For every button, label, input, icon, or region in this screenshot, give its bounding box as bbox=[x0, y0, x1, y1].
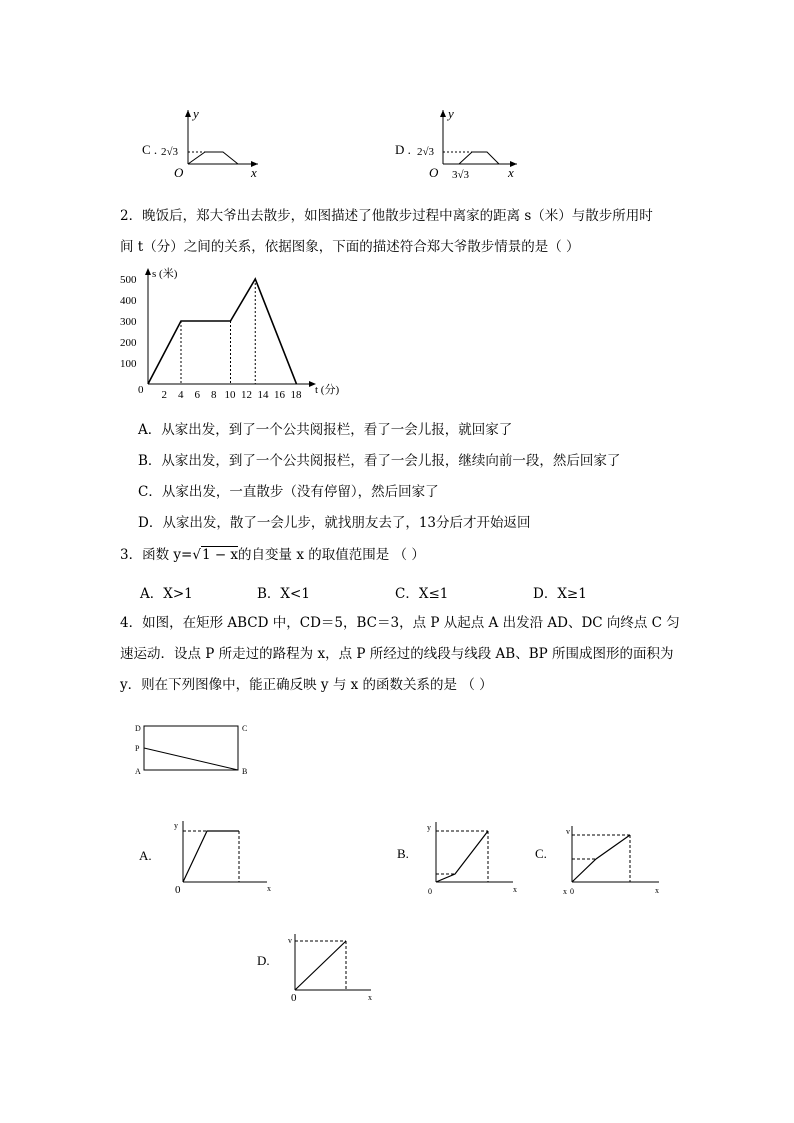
vertex-a: A bbox=[135, 767, 141, 776]
vertex-d: D bbox=[135, 724, 141, 733]
option-d-graph bbox=[395, 100, 545, 185]
x-tick-label: 6 bbox=[194, 389, 200, 401]
option-c-graph bbox=[130, 100, 280, 185]
choice-a-label: A. bbox=[139, 848, 152, 863]
x-tick-label: 2 bbox=[161, 389, 167, 401]
rectangle-abcd-figure bbox=[130, 718, 260, 780]
x-tick-label: 18 bbox=[290, 389, 302, 401]
svg-text:0: 0 bbox=[291, 992, 297, 1004]
vertex-c: C bbox=[242, 724, 248, 733]
x-tick-label: 10 bbox=[224, 389, 236, 401]
svg-text:0: 0 bbox=[428, 887, 432, 896]
svg-text:x: x bbox=[251, 165, 257, 180]
x-tick-label: 12 bbox=[241, 389, 252, 401]
q2-distance-time-graph bbox=[112, 262, 362, 407]
q3-option-a[interactable]: A．X>1 bbox=[140, 586, 193, 602]
svg-text:0: 0 bbox=[175, 884, 181, 895]
x-tick-label: 8 bbox=[211, 389, 217, 401]
svg-text:x: x bbox=[267, 884, 271, 893]
q4-choice-b-graph[interactable] bbox=[393, 818, 523, 898]
q2-option-c[interactable]: C．从家出发，一直散步（没有停留），然后回家了 bbox=[138, 484, 439, 500]
svg-text:2√3: 2√3 bbox=[161, 146, 179, 158]
y-tick-label: 100 bbox=[120, 358, 137, 370]
q4-line-1: 4．如图，在矩形 ABCD 中，CD＝5，BC＝3，点 P 从起点 A 出发沿 AD、DC 向终点 C 匀 bbox=[120, 615, 680, 631]
svg-text:y: y bbox=[427, 823, 431, 832]
q3-radicand: 1 − x bbox=[201, 547, 239, 563]
sqrt-sign: √ bbox=[192, 547, 201, 563]
choice-d-label: D. bbox=[257, 953, 270, 968]
q3-option-d[interactable]: D．X≥1 bbox=[533, 586, 587, 602]
svg-text:x: x bbox=[563, 887, 567, 896]
origin-label: 0 bbox=[138, 384, 144, 396]
q2-option-b[interactable]: B．从家出发，到了一个公共阅报栏，看了一会儿报，继续向前一段，然后回家了 bbox=[138, 453, 621, 469]
choice-b-label: B. bbox=[397, 846, 409, 861]
q4-choice-c-graph[interactable] bbox=[533, 822, 668, 900]
option-d-label: D . bbox=[395, 142, 411, 157]
svg-text:y: y bbox=[193, 106, 199, 121]
option-c-label: C . bbox=[142, 142, 158, 157]
x-tick-label: 4 bbox=[178, 389, 184, 401]
svg-text:x: x bbox=[655, 886, 659, 895]
q2-option-d[interactable]: D．从家出发，散了一会儿步，就找朋友去了，13分后才开始返回 bbox=[138, 515, 531, 531]
q2-line-2: 间 t（分）之间的关系，依据图象，下面的描述符合郑大爷散步情景的是（ ） bbox=[120, 239, 580, 255]
q3-stem bbox=[120, 546, 425, 564]
x-tick-label: 14 bbox=[257, 389, 269, 401]
svg-text:y: y bbox=[174, 821, 178, 830]
svg-text:O: O bbox=[429, 165, 439, 180]
q2-option-a[interactable]: A．从家出发，到了一个公共阅报栏，看了一会儿报，就回家了 bbox=[138, 422, 513, 438]
svg-text:x: x bbox=[368, 993, 372, 1002]
s-axis-label: s (米) bbox=[152, 268, 178, 280]
q2-line-1: 2．晚饭后，郑大爷出去散步，如图描述了他散步过程中离家的距离 s（米）与散步所用时 bbox=[120, 208, 653, 224]
t-axis-label: t (分) bbox=[315, 384, 340, 396]
svg-text:2√3: 2√3 bbox=[417, 146, 435, 158]
y-tick-label: 200 bbox=[120, 337, 137, 349]
svg-text:x: x bbox=[513, 885, 517, 894]
svg-text:y: y bbox=[448, 106, 454, 121]
y-tick-label: 300 bbox=[120, 316, 137, 328]
q4-line-3: y．则在下列图像中，能正确反映 y 与 x 的函数关系的是 （ ） bbox=[120, 677, 493, 693]
q3-prefix: 3．函数 y= bbox=[120, 547, 193, 563]
q3-suffix: 的自变量 x 的取值范围是 （ ） bbox=[238, 547, 425, 563]
y-tick-label: 400 bbox=[120, 295, 137, 307]
y-tick-label: 500 bbox=[120, 274, 137, 286]
x-tick-label: 16 bbox=[274, 389, 285, 401]
q3-option-b[interactable]: B．X<1 bbox=[257, 586, 310, 602]
choice-c-label: C. bbox=[535, 846, 547, 861]
svg-text:v: v bbox=[566, 827, 570, 836]
svg-text:x: x bbox=[508, 165, 514, 180]
s-t-line bbox=[148, 279, 297, 384]
vertex-b: B bbox=[242, 767, 248, 776]
svg-text:v: v bbox=[288, 936, 292, 945]
svg-text:O: O bbox=[174, 165, 184, 180]
svg-text:0: 0 bbox=[570, 887, 574, 896]
q4-choice-a-graph[interactable] bbox=[135, 815, 285, 895]
q3-option-c[interactable]: C．X≤1 bbox=[395, 586, 449, 602]
q4-choice-d-graph[interactable] bbox=[255, 928, 395, 1008]
svg-text:3√3: 3√3 bbox=[452, 169, 470, 181]
q4-line-2: 速运动．设点 P 所走过的路程为 x，点 P 所经过的线段与线段 AB、BP 所围成图形的面积为 bbox=[120, 646, 674, 662]
point-p: P bbox=[135, 744, 140, 753]
